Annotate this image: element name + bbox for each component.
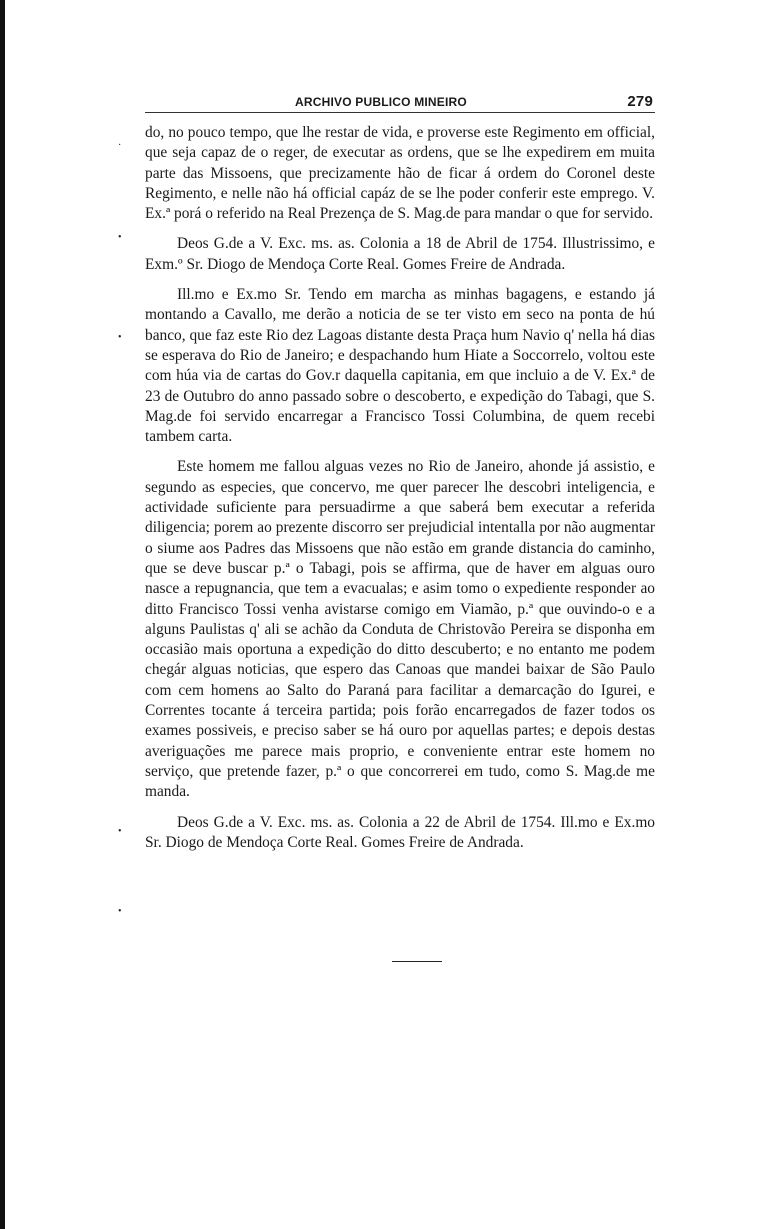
page-number: 279 xyxy=(627,93,653,110)
paragraph-closing-2: Deos G.de a V. Exc. ms. as. Colonia a 22 de Abril de 1754. Ill.mo e Ex.mo Sr. Diogo de Mendoça Corte Real. Gomes Freire de Andrada. xyxy=(145,813,655,851)
margin-dot: • xyxy=(118,332,122,343)
margin-dot: • xyxy=(118,826,122,837)
end-rule xyxy=(392,961,442,962)
paragraph-continuation: do, no pouco tempo, que lhe restar de vida, e proverse este Regimento em official, que seja capaz de o reger, de executar as ordens, que se lhe expedirem em muita parte das Missoens, que precizamente hão de ficar á ordem do Coronel deste Regimento, e nelle não há official capáz de se lhe poder conferir este emprego. V. Ex.ª porá o referido na Real Prezença de S. Mag.de para mandar o que for servido. xyxy=(145,124,655,223)
margin-dot: • xyxy=(118,232,122,243)
paragraph-letter-2: Este homem me fallou alguas vezes no Rio de Janeiro, ahonde já assistio, e segundo as especies, que concervo, me quer parecer lhe descobri inteligencia, e actividade suficiente para persuadirme a que saberá bem executar a referida diligencia; porem ao prezente discorro ser prejudicial intentalla por não augmentar o siume aos Padres das Missoens que não estão em grande distancia do caminho, que se deve buscar p.ª o Tabagi, pois se affirma, que de haver em alguas ouro nasce a repugnancia, que tem a evacualas; e asim tomo o expediente responder ao ditto Francisco Tossi venha avistarse comigo em Viamão, p.ª que ouvindo-o e a alguns Paulistas q' ali se achão da Conduta de Christovão Pereira se disponha em occasião mais oportuna a expedição do ditto descuberto; e no entanto me podem chegár alguas noticias, que espero das Canoas que mandei baixar de São Paulo com cem homens ao Salto do Paraná para facilitar a demarcação do Igurei, e Correntes tocante á terceira partida; pois forão encarregados de fazer todos os exames possiveis, e preciso saber se há ouro por aquellas partes; e depois destas averiguações me parece mais proprio, e conveniente entrar este homem no serviço, que pretende fazer, p.ª o que concorrerei em tudo, como S. Mag.de me manda. xyxy=(145,458,655,801)
page-binding-edge xyxy=(0,0,5,1229)
running-header xyxy=(145,92,655,113)
document-body xyxy=(145,123,655,853)
margin-dot: • xyxy=(118,906,122,917)
header-title: ARCHIVO PUBLICO MINEIRO xyxy=(295,95,467,109)
document-page xyxy=(145,92,655,863)
margin-dot: · xyxy=(118,140,122,151)
paragraph-letter-1: Ill.mo e Ex.mo Sr. Tendo em marcha as minhas bagagens, e estando já montando a Cavallo, me derão a noticia de se ter visto em seco na ponta de hú banco, que faz este Rio dez Lagoas distante desta Praça hum Navio q' nella há dias se esperava do Rio de Janeiro; e despachando hum Hiate a Soccorrelo, voltou este com húa via de cartas do Gov.r daquella capitania, em que incluio a de V. Ex.ª de 23 de Outubro do anno passado sobre o descoberto, e expedição do Tabagi, que S. Mag.de foi servido encarregar a Francisco Tossi Columbina, de quem recebi tambem carta. xyxy=(145,286,655,446)
paragraph-closing-1: Deos G.de a V. Exc. ms. as. Colonia a 18 de Abril de 1754. Illustrissimo, e Exm.º Sr. Diogo de Mendoça Corte Real. Gomes Freire de Andrada. xyxy=(145,235,655,273)
